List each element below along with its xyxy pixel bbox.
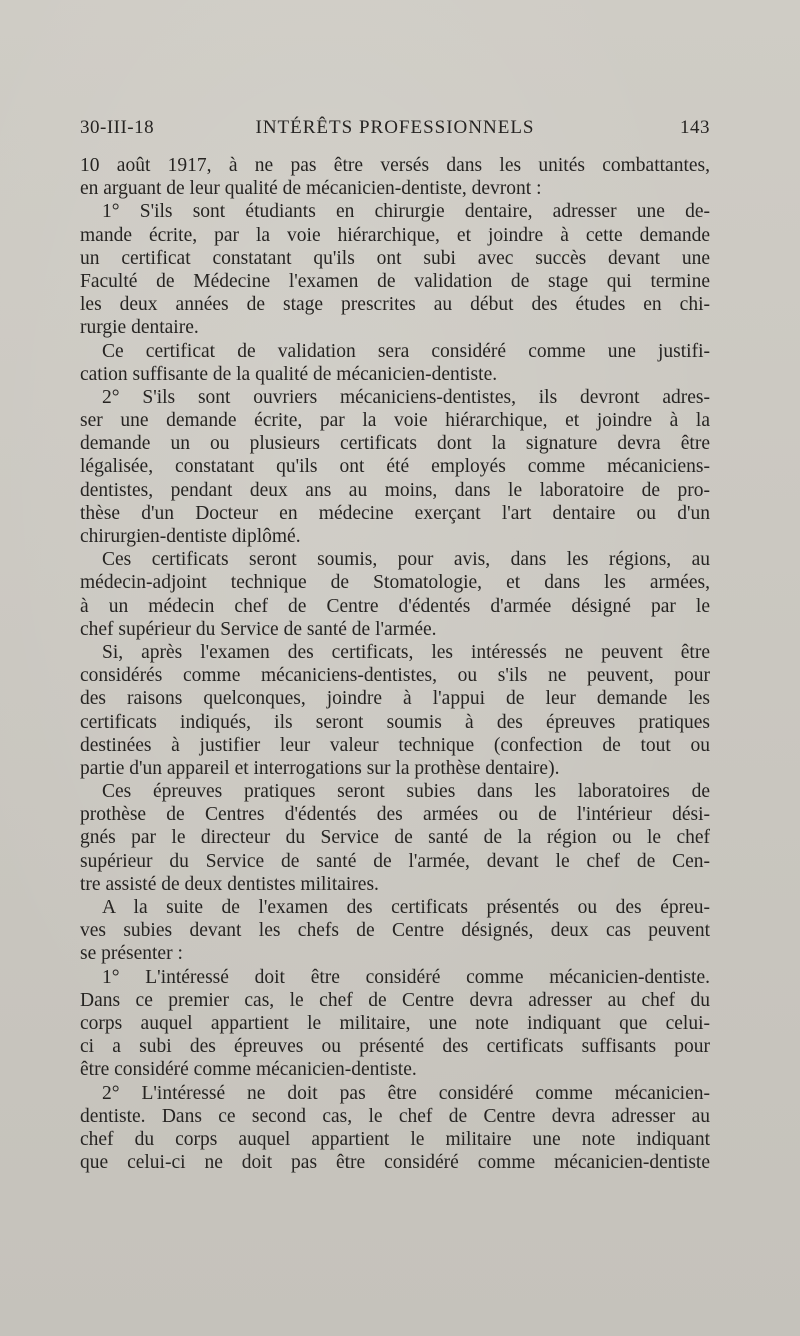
text-line: Si, après l'examen des certificats, les intéressés ne peuvent être [102,641,710,663]
text-line: être considéré comme mécanicien-dentiste. [80,1059,417,1081]
text-line: chirurgien-dentiste diplômé. [80,526,301,547]
body-text [80,154,710,1174]
text-line: des raisons quelconques, joindre à l'appui de leur demande les [80,688,710,710]
text-line: 1° L'intéressé doit être considéré comme mécanicien-dentiste. [102,966,710,988]
text-line: Ces épreuves pratiques seront subies dans les laboratoires de [102,781,710,803]
text-line: ser une demande écrite, par la voie hiérarchique, et joindre à la [80,410,710,432]
text-line: se présenter : [80,943,183,965]
text-line: destinées à justifier leur valeur technique (confection de tout ou [80,734,710,756]
text-line: ves subies devant les chefs de Centre désignés, deux cas peuvent [80,920,710,942]
text-line: un certificat constatant qu'ils ont subi avec succès devant une [80,247,710,269]
text-line: Ce certificat de validation sera considéré comme une justifi- [102,340,710,362]
text-line: 2° L'intéressé ne doit pas être considéré comme mécanicien- [102,1082,710,1104]
section-title: INTÉRÊTS PROFESSIONNELS [255,117,535,138]
text-line: certificats indiqués, ils seront soumis à des épreuves pratiques [80,711,710,733]
text-line: que celui-ci ne doit pas être considéré comme mécanicien-dentiste [80,1152,710,1174]
text-line: ci a subi des épreuves ou présenté des certificats suffisants pour [80,1036,710,1058]
text-line: partie d'un appareil et interrogations sur la prothèse dentaire). [80,757,560,779]
text-line: les deux années de stage prescrites au début des études en chi- [80,294,710,316]
text-line: corps auquel appartient le militaire, une note indiquant que celui- [80,1012,710,1034]
page-number: 143 [680,117,710,138]
text-line: 1° S'ils sont étudiants en chirurgie dentaire, adresser une de- [102,201,710,223]
text-line: supérieur du Service de santé de l'armée, devant le chef de Cen- [80,850,710,872]
text-line: chef supérieur du Service de santé de l'armée. [80,618,437,640]
text-line: en arguant de leur qualité de mécanicien-dentiste, devront : [80,178,542,200]
running-header [80,117,710,147]
text-line: prothèse de Centres d'édentés des armées ou de l'intérieur dési- [80,804,710,826]
text-line: thèse d'un Docteur en médecine exerçant l'art dentaire ou d'un [80,502,710,524]
text-line: 2° S'ils sont ouvriers mécaniciens-dentistes, ils devront adres- [102,386,710,408]
text-line: cation suffisante de la qualité de mécanicien-dentiste. [80,363,498,385]
text-line: Dans ce premier cas, le chef de Centre devra adresser au chef du [80,989,710,1011]
text-line: Faculté de Médecine l'examen de validation de stage qui termine [80,270,710,292]
text-line: Ces certificats seront soumis, pour avis, dans les régions, au [102,549,710,571]
text-line: rurgie dentaire. [80,317,199,339]
text-line: A la suite de l'examen des certificats présentés ou des épreu- [102,897,710,918]
issue-date: 30-III-18 [80,117,155,138]
text-line: médecin-adjoint technique de Stomatologie, et dans les armées, [80,572,710,594]
text-line: gnés par le directeur du Service de santé de la région ou le chef [80,827,710,849]
text-line: légalisée, constatant qu'ils ont été employés comme mécaniciens- [80,456,710,478]
text-line: dentistes, pendant deux ans au moins, dans le laboratoire de pro- [80,479,710,501]
text-line: chef du corps auquel appartient le militaire une note indiquant [80,1128,710,1150]
text-line: demande un ou plusieurs certificats dont la signature devra être [80,433,710,455]
text-line: 10 août 1917, à ne pas être versés dans les unités combattantes, [80,155,710,176]
text-line: dentiste. Dans ce second cas, le chef de Centre devra adresser au [80,1105,710,1127]
text-line: à un médecin chef de Centre d'édentés d'armée désigné par le [80,595,710,617]
text-line: tre assisté de deux dentistes militaires. [80,873,379,895]
text-line: mande écrite, par la voie hiérarchique, et joindre à cette demande [80,224,710,246]
text-line: considérés comme mécaniciens-dentistes, ou s'ils ne peuvent, pour [80,665,710,687]
